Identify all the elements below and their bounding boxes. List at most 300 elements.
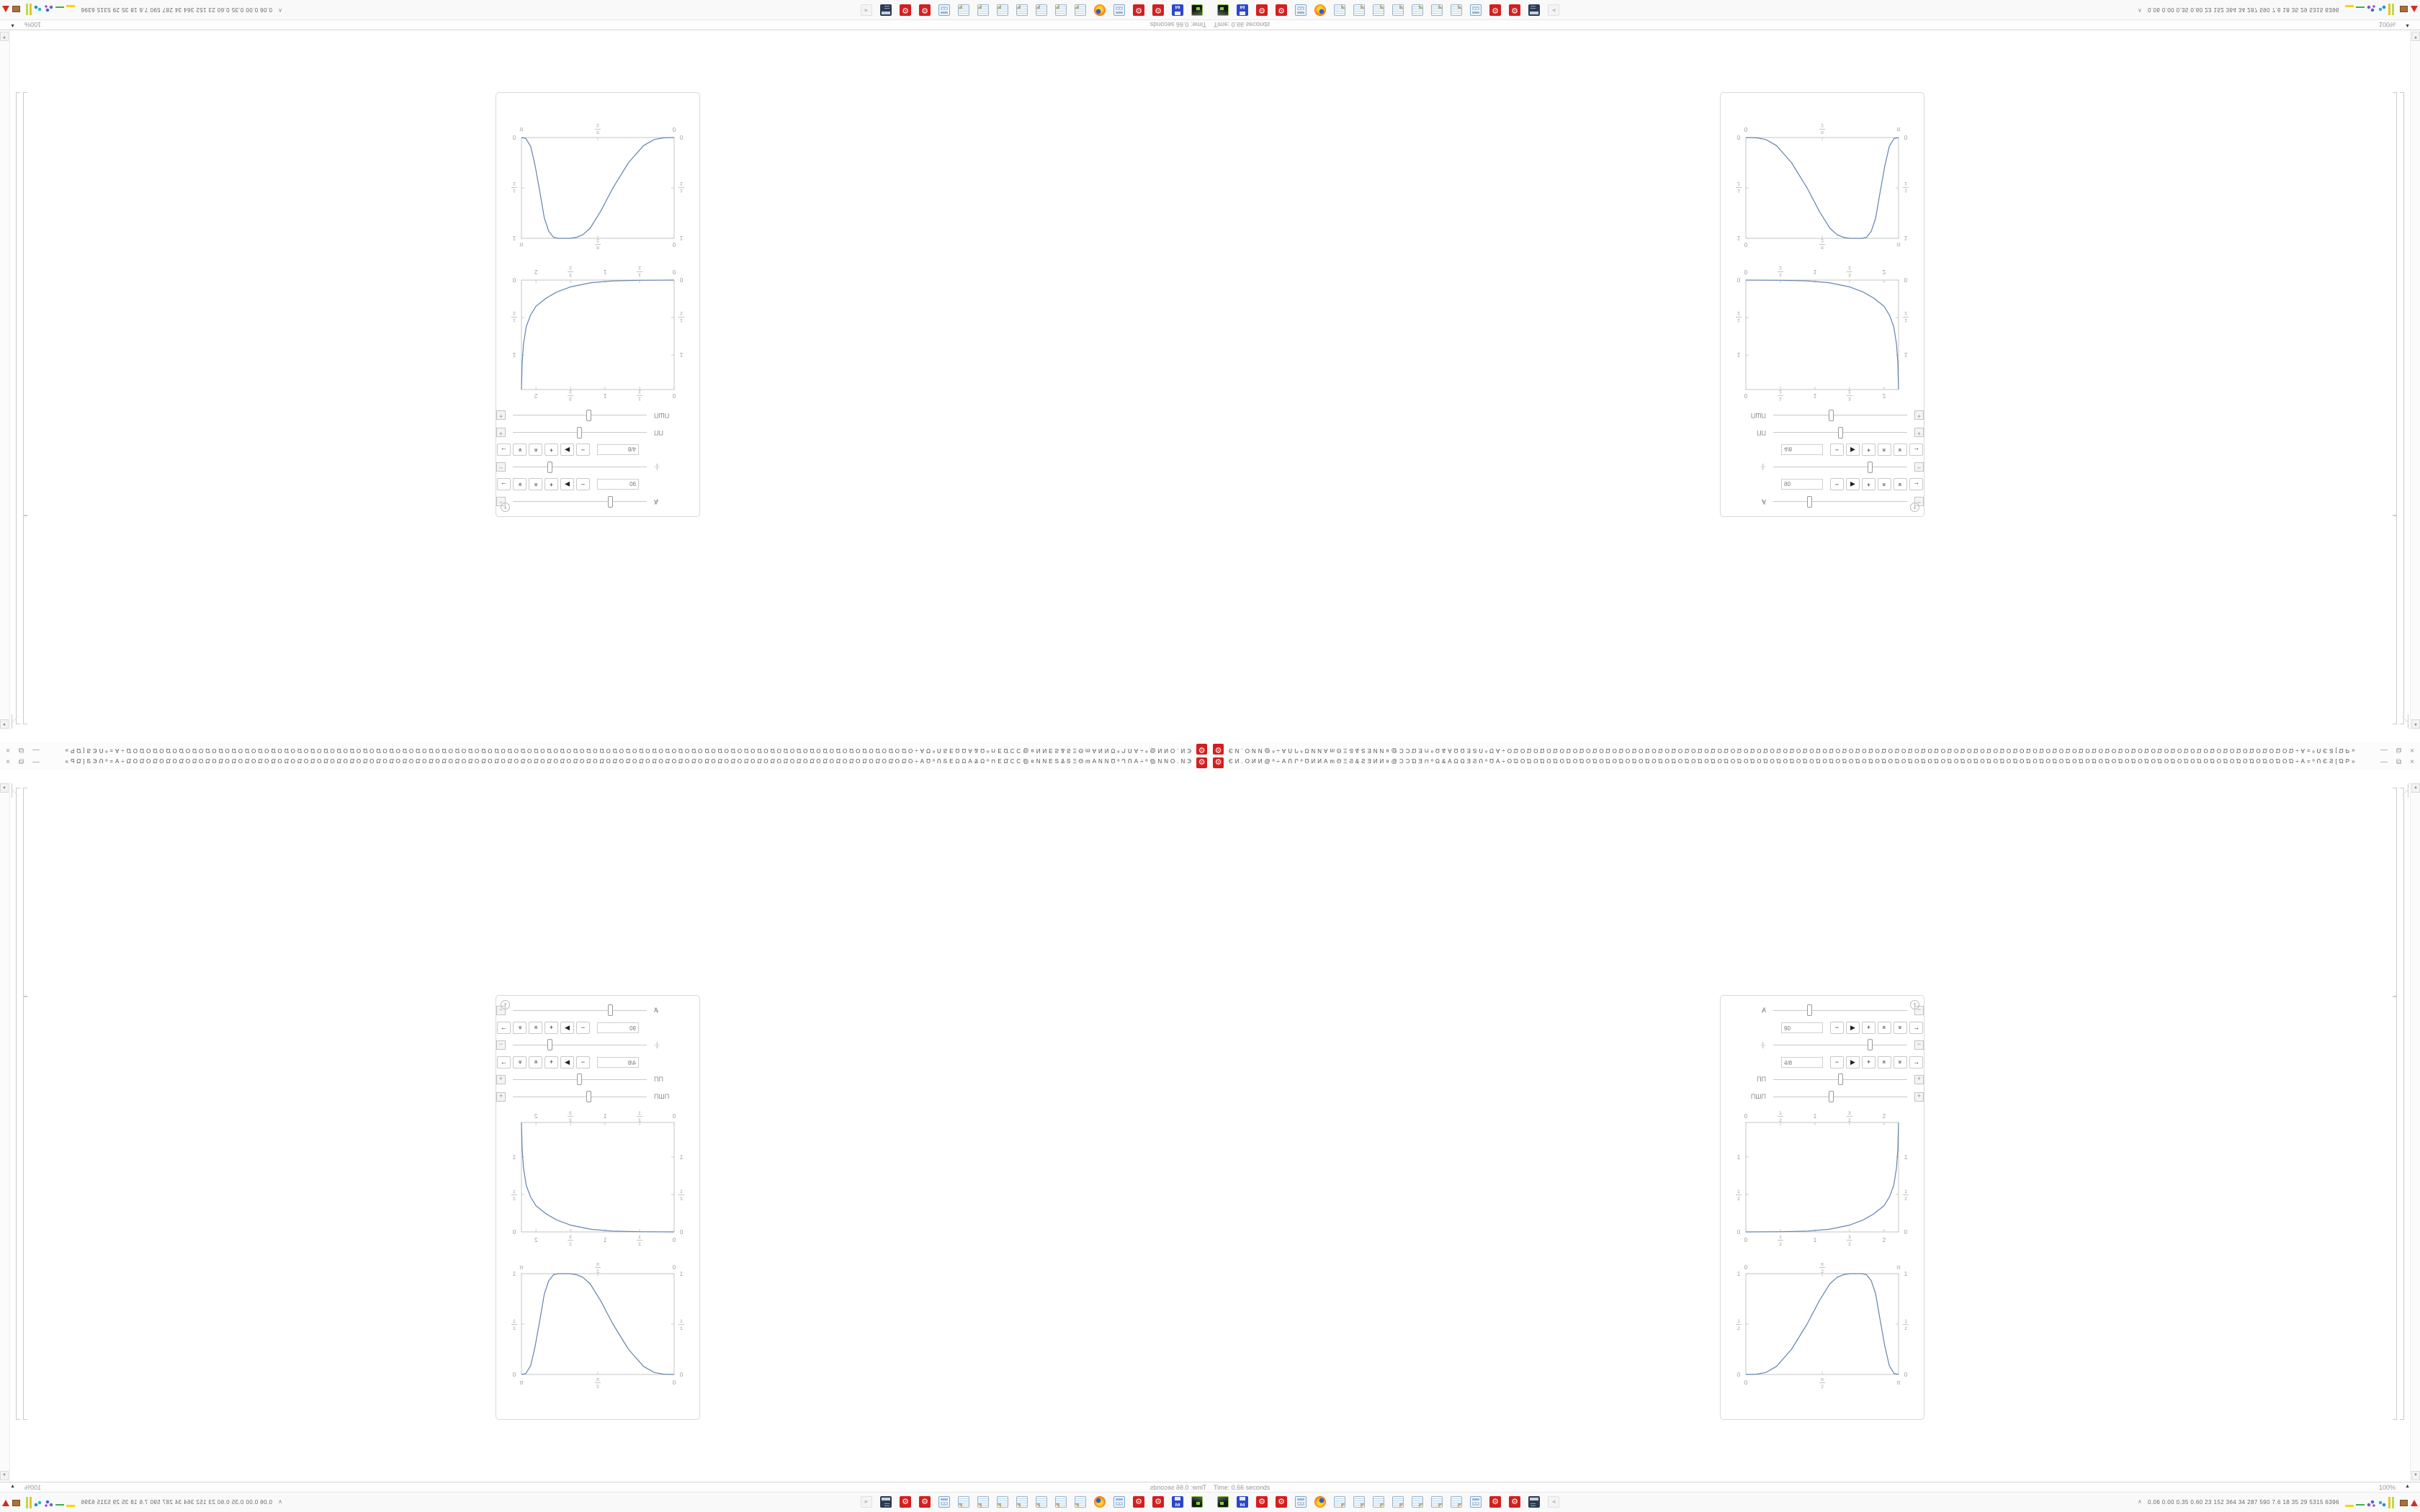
menu-item[interactable] <box>1331 731 1347 742</box>
calculator-icon[interactable] <box>1470 1496 1482 1508</box>
gear-red-icon[interactable] <box>900 4 911 16</box>
notepad-icon[interactable] <box>958 1496 969 1508</box>
slider-track[interactable] <box>513 1039 647 1050</box>
notepad-icon[interactable] <box>1036 1496 1047 1508</box>
animation-button[interactable] <box>1830 444 1844 456</box>
yellow-icon[interactable] <box>2345 1497 2354 1508</box>
slider-track[interactable] <box>513 462 647 473</box>
notepad-icon[interactable] <box>1075 4 1086 16</box>
floppy-64-icon[interactable] <box>1237 1496 1248 1508</box>
cell-bracket-output[interactable] <box>2393 92 2397 516</box>
notebook-area[interactable] <box>0 782 1210 1482</box>
animation-button[interactable] <box>1862 1056 1876 1068</box>
menu-item[interactable] <box>1105 731 1121 742</box>
calculator-icon[interactable] <box>938 1496 950 1508</box>
scroll-down-icon[interactable]: ▼ <box>2411 32 2420 41</box>
notepad-icon[interactable] <box>1016 4 1028 16</box>
slider-track[interactable] <box>513 496 647 508</box>
menu-item[interactable] <box>1168 770 1184 781</box>
arrow-disabled-icon[interactable] <box>1548 4 1559 16</box>
animation-button[interactable] <box>1894 1056 1907 1068</box>
menu-item[interactable] <box>1236 731 1252 742</box>
notepad-icon[interactable] <box>1334 1496 1345 1508</box>
menu-item[interactable] <box>1041 770 1057 781</box>
animation-button[interactable] <box>513 1056 526 1068</box>
menu-item[interactable] <box>1331 770 1347 781</box>
animation-button[interactable] <box>529 444 542 456</box>
slider-thumb[interactable] <box>1838 1074 1843 1085</box>
notepad-icon[interactable] <box>1392 4 1404 16</box>
close-button[interactable]: × <box>6 746 10 754</box>
maximize-button[interactable]: ⧉ <box>18 746 24 754</box>
control-collapse-toggle[interactable]: + <box>496 411 506 420</box>
notebook-area[interactable] <box>1210 30 2420 730</box>
slider-thumb[interactable] <box>547 1039 552 1050</box>
animation-button[interactable] <box>1878 444 1891 456</box>
control-collapse-toggle[interactable]: − <box>1914 498 1924 507</box>
slider-thumb[interactable] <box>577 427 582 438</box>
manipulate-menu-button[interactable]: + <box>501 1000 510 1009</box>
control-value-input[interactable] <box>1781 445 1823 456</box>
vertical-scrollbar[interactable] <box>0 30 10 730</box>
dots-purple-icon[interactable] <box>2367 4 2375 15</box>
gear-red-icon[interactable] <box>1256 1496 1268 1508</box>
control-collapse-toggle[interactable]: + <box>1914 411 1924 420</box>
slider-track[interactable] <box>1773 1039 1907 1050</box>
slider-thumb[interactable] <box>586 1091 591 1102</box>
animation-button[interactable] <box>1894 444 1907 456</box>
screenshot-tool-icon[interactable] <box>1191 4 1203 16</box>
slider-track[interactable] <box>1773 427 1907 438</box>
green-icon[interactable] <box>2356 4 2365 15</box>
tray-expander-icon[interactable]: ∧ <box>278 1498 282 1505</box>
control-value-input[interactable] <box>1781 480 1823 490</box>
control-collapse-toggle[interactable]: + <box>1914 1075 1924 1084</box>
animation-button[interactable] <box>1894 479 1907 491</box>
menu-item[interactable] <box>1347 770 1363 781</box>
manipulate-menu-button[interactable]: + <box>1910 503 1919 512</box>
print-queue-icon[interactable] <box>880 1496 892 1508</box>
magnification-value[interactable]: 100% <box>24 21 42 28</box>
notepad-icon[interactable] <box>1431 4 1443 16</box>
close-button[interactable]: × <box>6 758 10 766</box>
cell-bracket-group[interactable] <box>16 788 20 1420</box>
box-brown-icon[interactable] <box>12 4 21 15</box>
green-icon[interactable] <box>55 1497 64 1508</box>
maximize-button[interactable]: ⧉ <box>2396 758 2402 766</box>
animation-button[interactable] <box>1894 1022 1907 1034</box>
animation-button[interactable] <box>513 444 526 456</box>
notepad-icon[interactable] <box>1451 1496 1462 1508</box>
menu-item[interactable] <box>1089 770 1105 781</box>
menu-item[interactable] <box>1347 731 1363 742</box>
scroll-down-icon[interactable]: ▼ <box>0 32 9 41</box>
cell-bracket-output[interactable] <box>2393 996 2397 1420</box>
yellow-icon[interactable] <box>66 1497 75 1508</box>
animation-button[interactable] <box>1846 444 1860 456</box>
minimize-button[interactable]: — <box>2380 746 2388 754</box>
manipulate-menu-button[interactable]: + <box>501 503 510 512</box>
animation-button[interactable] <box>1862 444 1876 456</box>
green-icon[interactable] <box>55 4 64 15</box>
menu-item[interactable] <box>1252 731 1268 742</box>
control-value-input[interactable] <box>597 445 639 456</box>
cell-bracket-input[interactable] <box>2393 788 2397 996</box>
print-queue-icon[interactable] <box>1528 1496 1540 1508</box>
menu-item[interactable] <box>1057 770 1073 781</box>
screenshot-tool-icon[interactable] <box>1191 1496 1203 1508</box>
menu-item[interactable] <box>1137 731 1152 742</box>
animation-button[interactable] <box>1862 479 1876 491</box>
gear-red-icon[interactable] <box>1509 1496 1520 1508</box>
slider-track[interactable] <box>1773 410 1907 421</box>
animation-button[interactable] <box>497 444 511 456</box>
box-brown-icon[interactable] <box>12 1497 21 1508</box>
animation-button[interactable] <box>1878 1022 1891 1034</box>
animation-button[interactable] <box>560 479 574 491</box>
control-value-input[interactable] <box>597 480 639 490</box>
menu-item[interactable] <box>1073 770 1089 781</box>
tray-expander-icon[interactable]: ∧ <box>2138 7 2142 14</box>
animation-button[interactable] <box>1878 1056 1891 1068</box>
animation-button[interactable] <box>497 1056 511 1068</box>
animation-button[interactable] <box>1862 1022 1876 1034</box>
control-value-input[interactable] <box>597 1057 639 1068</box>
tray-expander-icon[interactable]: ∧ <box>2138 1498 2142 1505</box>
notepad-icon[interactable] <box>1412 4 1423 16</box>
control-collapse-toggle[interactable]: − <box>1914 463 1924 472</box>
scroll-up-icon[interactable]: ▲ <box>2411 783 2420 793</box>
menu-item[interactable] <box>1168 731 1184 742</box>
animation-button[interactable] <box>529 1022 542 1034</box>
animation-button[interactable] <box>1830 1056 1844 1068</box>
slider-track[interactable] <box>513 427 647 438</box>
dots-cyan-icon[interactable] <box>2378 4 2386 15</box>
scroll-up-icon[interactable]: ▲ <box>0 719 9 729</box>
cell-bracket-group[interactable] <box>16 92 20 724</box>
animation-button[interactable] <box>1909 1056 1923 1068</box>
notepad-icon[interactable] <box>1036 4 1047 16</box>
firefox-icon[interactable] <box>1314 1496 1326 1508</box>
notepad-icon[interactable] <box>1451 4 1462 16</box>
window-title-bar[interactable] <box>1210 756 2420 770</box>
animation-button[interactable] <box>529 479 542 491</box>
menu-item[interactable] <box>1379 770 1394 781</box>
control-value-input[interactable] <box>597 1022 639 1033</box>
animation-button[interactable] <box>576 479 590 491</box>
slider-thumb[interactable] <box>608 1004 613 1016</box>
control-collapse-toggle[interactable]: + <box>496 428 506 438</box>
gear-red-icon[interactable] <box>1152 4 1164 16</box>
floppy-64-icon[interactable] <box>1172 1496 1183 1508</box>
menu-item[interactable] <box>1089 731 1105 742</box>
dots-cyan-icon[interactable] <box>34 4 42 15</box>
notepad-icon[interactable] <box>997 1496 1008 1508</box>
slider-track[interactable] <box>1773 1074 1907 1085</box>
close-button[interactable]: × <box>2410 746 2414 754</box>
animation-button[interactable] <box>1878 479 1891 491</box>
animation-button[interactable] <box>1909 479 1923 491</box>
animation-button[interactable] <box>576 444 590 456</box>
notepad-icon[interactable] <box>977 1496 989 1508</box>
maximize-button[interactable]: ⧉ <box>2396 746 2402 754</box>
bars-yellow-icon[interactable] <box>2388 1497 2397 1508</box>
animation-button[interactable] <box>1830 479 1844 491</box>
animation-button[interactable] <box>1846 1022 1860 1034</box>
slider-thumb[interactable] <box>1868 1039 1873 1050</box>
calculator-icon[interactable] <box>1113 1496 1125 1508</box>
menu-item[interactable] <box>1041 731 1057 742</box>
notebook-area[interactable] <box>0 30 1210 730</box>
notepad-icon[interactable] <box>1373 1496 1384 1508</box>
minimize-button[interactable]: — <box>32 746 40 754</box>
gear-red-icon[interactable] <box>919 4 931 16</box>
animation-button[interactable] <box>513 479 526 491</box>
gear-red-icon[interactable] <box>1276 1496 1287 1508</box>
control-collapse-toggle[interactable]: + <box>496 1075 506 1084</box>
animation-button[interactable] <box>1846 1056 1860 1068</box>
dots-cyan-icon[interactable] <box>34 1497 42 1508</box>
animation-button[interactable] <box>1909 1022 1923 1034</box>
close-button[interactable]: × <box>2410 758 2414 766</box>
calculator-icon[interactable] <box>938 4 950 16</box>
slider-thumb[interactable] <box>1868 462 1873 473</box>
animation-button[interactable] <box>1909 444 1923 456</box>
scroll-down-icon[interactable]: ▼ <box>0 1471 9 1480</box>
calculator-icon[interactable] <box>1113 4 1125 16</box>
vertical-scrollbar[interactable] <box>0 782 10 1482</box>
magnification-dropdown-icon[interactable]: ▲ <box>2405 1484 2410 1489</box>
slider-track[interactable] <box>513 1004 647 1016</box>
cell-bracket-group[interactable] <box>2400 92 2404 724</box>
gear-red-icon[interactable] <box>1133 4 1144 16</box>
notepad-icon[interactable] <box>1431 1496 1443 1508</box>
firefox-icon[interactable] <box>1314 4 1326 16</box>
arrow-disabled-icon[interactable] <box>861 4 872 16</box>
slider-track[interactable] <box>513 410 647 421</box>
notepad-icon[interactable] <box>977 4 989 16</box>
notepad-icon[interactable] <box>1055 4 1067 16</box>
menu-item[interactable] <box>1121 770 1137 781</box>
menu-item[interactable] <box>1363 770 1379 781</box>
magnification-value[interactable]: 100% <box>24 1484 42 1491</box>
floppy-64-icon[interactable] <box>1237 4 1248 16</box>
calculator-icon[interactable] <box>1295 4 1307 16</box>
control-value-input[interactable] <box>1781 1022 1823 1033</box>
menu-item[interactable] <box>1283 770 1299 781</box>
menu-item[interactable] <box>1268 770 1283 781</box>
cell-bracket-input[interactable] <box>23 788 27 996</box>
magnification-dropdown-icon[interactable]: ▲ <box>2405 23 2410 28</box>
red-icon[interactable] <box>2410 4 2419 15</box>
slider-track[interactable] <box>1773 462 1907 473</box>
red-icon[interactable] <box>1 4 10 15</box>
manipulate-menu-button[interactable]: + <box>1910 1000 1919 1009</box>
menu-item[interactable] <box>1315 731 1331 742</box>
print-queue-icon[interactable] <box>880 4 892 16</box>
gear-red-icon[interactable] <box>1489 4 1501 16</box>
menu-item[interactable] <box>1379 731 1394 742</box>
menu-item[interactable] <box>1026 770 1041 781</box>
window-title-bar[interactable] <box>0 742 1210 756</box>
bars-yellow-icon[interactable] <box>2388 4 2397 15</box>
magnification-dropdown-icon[interactable]: ▲ <box>10 23 15 28</box>
notebook-area[interactable] <box>1210 782 2420 1482</box>
menu-item[interactable] <box>1299 731 1315 742</box>
animation-button[interactable] <box>529 1056 542 1068</box>
calculator-icon[interactable] <box>1295 1496 1307 1508</box>
gear-red-icon[interactable] <box>1509 4 1520 16</box>
notepad-icon[interactable] <box>1373 4 1384 16</box>
scroll-up-icon[interactable]: ▲ <box>0 783 9 793</box>
menu-item[interactable] <box>1026 731 1041 742</box>
gear-red-icon[interactable] <box>1276 4 1287 16</box>
box-brown-icon[interactable] <box>2399 4 2408 15</box>
slider-thumb[interactable] <box>1807 496 1812 508</box>
dots-purple-icon[interactable] <box>45 1497 53 1508</box>
control-collapse-toggle[interactable]: − <box>496 463 506 472</box>
notepad-icon[interactable] <box>1353 1496 1365 1508</box>
minimize-button[interactable]: — <box>2380 758 2388 766</box>
notepad-icon[interactable] <box>997 4 1008 16</box>
control-collapse-toggle[interactable]: − <box>496 1006 506 1015</box>
firefox-icon[interactable] <box>1094 4 1106 16</box>
red-icon[interactable] <box>1 1497 10 1508</box>
scroll-up-icon[interactable]: ▲ <box>2411 719 2420 729</box>
dots-purple-icon[interactable] <box>45 4 53 15</box>
screenshot-tool-icon[interactable] <box>1217 1496 1229 1508</box>
animation-button[interactable] <box>560 444 574 456</box>
notepad-icon[interactable] <box>1392 1496 1404 1508</box>
magnification-value[interactable]: 100% <box>2378 1484 2396 1491</box>
vertical-scrollbar[interactable] <box>2410 30 2420 730</box>
magnification-dropdown-icon[interactable]: ▲ <box>10 1484 15 1489</box>
arrow-disabled-icon[interactable] <box>861 1496 872 1508</box>
window-title-bar[interactable] <box>1210 742 2420 756</box>
slider-thumb[interactable] <box>547 462 552 473</box>
bars-yellow-icon[interactable] <box>23 1497 32 1508</box>
cell-bracket-input[interactable] <box>2393 516 2397 724</box>
notepad-icon[interactable] <box>1055 1496 1067 1508</box>
control-collapse-toggle[interactable]: − <box>496 498 506 507</box>
control-collapse-toggle[interactable]: − <box>1914 1006 1924 1015</box>
arrow-disabled-icon[interactable] <box>1548 1496 1559 1508</box>
slider-thumb[interactable] <box>586 410 591 421</box>
control-collapse-toggle[interactable]: + <box>496 1092 506 1102</box>
magnification-value[interactable]: 100% <box>2378 21 2396 28</box>
screenshot-tool-icon[interactable] <box>1217 4 1229 16</box>
menu-item[interactable] <box>1137 770 1152 781</box>
animation-button[interactable] <box>544 444 558 456</box>
menu-item[interactable] <box>1252 770 1268 781</box>
notepad-icon[interactable] <box>1353 4 1365 16</box>
animation-button[interactable] <box>576 1022 590 1034</box>
menu-item[interactable] <box>1315 770 1331 781</box>
yellow-icon[interactable] <box>66 4 75 15</box>
bars-yellow-icon[interactable] <box>23 4 32 15</box>
gear-red-icon[interactable] <box>919 1496 931 1508</box>
green-icon[interactable] <box>2356 1497 2365 1508</box>
animation-button[interactable] <box>560 1022 574 1034</box>
cell-bracket-group[interactable] <box>2400 788 2404 1420</box>
gear-red-icon[interactable] <box>1489 1496 1501 1508</box>
notepad-icon[interactable] <box>1016 1496 1028 1508</box>
slider-thumb[interactable] <box>577 1074 582 1085</box>
animation-button[interactable] <box>560 1056 574 1068</box>
slider-track[interactable] <box>1773 1091 1907 1102</box>
window-title-bar[interactable] <box>0 756 1210 770</box>
menu-item[interactable] <box>1363 731 1379 742</box>
maximize-button[interactable]: ⧉ <box>18 758 24 766</box>
vertical-scrollbar[interactable] <box>2410 782 2420 1482</box>
animation-button[interactable] <box>544 1022 558 1034</box>
animation-button[interactable] <box>1830 1022 1844 1034</box>
notepad-icon[interactable] <box>958 4 969 16</box>
notepad-icon[interactable] <box>1412 1496 1423 1508</box>
control-value-input[interactable] <box>1781 1057 1823 1068</box>
dots-purple-icon[interactable] <box>2367 1497 2375 1508</box>
menu-item[interactable] <box>1236 770 1252 781</box>
dots-cyan-icon[interactable] <box>2378 1497 2386 1508</box>
animation-button[interactable] <box>544 1056 558 1068</box>
menu-item[interactable] <box>1283 731 1299 742</box>
animation-button[interactable] <box>497 479 511 491</box>
floppy-64-icon[interactable] <box>1172 4 1183 16</box>
animation-button[interactable] <box>576 1056 590 1068</box>
calculator-icon[interactable] <box>1470 4 1482 16</box>
slider-thumb[interactable] <box>1829 410 1834 421</box>
animation-button[interactable] <box>544 479 558 491</box>
slider-thumb[interactable] <box>1838 427 1843 438</box>
animation-button[interactable] <box>1846 479 1860 491</box>
notepad-icon[interactable] <box>1075 1496 1086 1508</box>
animation-button[interactable] <box>513 1022 526 1034</box>
box-brown-icon[interactable] <box>2399 1497 2408 1508</box>
control-collapse-toggle[interactable]: − <box>496 1040 506 1050</box>
cell-bracket-output[interactable] <box>23 92 27 516</box>
gear-red-icon[interactable] <box>1152 1496 1164 1508</box>
control-collapse-toggle[interactable]: − <box>1914 1040 1924 1050</box>
gear-red-icon[interactable] <box>1256 4 1268 16</box>
slider-track[interactable] <box>1773 1004 1907 1016</box>
slider-thumb[interactable] <box>1807 1004 1812 1016</box>
cell-bracket-input[interactable] <box>23 516 27 724</box>
print-queue-icon[interactable] <box>1528 4 1540 16</box>
slider-thumb[interactable] <box>608 496 613 508</box>
menu-item[interactable] <box>1105 770 1121 781</box>
menu-item[interactable] <box>1152 770 1168 781</box>
slider-track[interactable] <box>513 1091 647 1102</box>
gear-red-icon[interactable] <box>900 1496 911 1508</box>
menu-item[interactable] <box>1299 770 1315 781</box>
menu-item[interactable] <box>1121 731 1137 742</box>
menu-item[interactable] <box>1073 731 1089 742</box>
firefox-icon[interactable] <box>1094 1496 1106 1508</box>
yellow-icon[interactable] <box>2345 4 2354 15</box>
control-collapse-toggle[interactable]: + <box>1914 428 1924 438</box>
gear-red-icon[interactable] <box>1133 1496 1144 1508</box>
red-icon[interactable] <box>2410 1497 2419 1508</box>
slider-thumb[interactable] <box>1829 1091 1834 1102</box>
notepad-icon[interactable] <box>1334 4 1345 16</box>
menu-item[interactable] <box>1268 731 1283 742</box>
slider-track[interactable] <box>513 1074 647 1085</box>
scroll-down-icon[interactable]: ▼ <box>2411 1471 2420 1480</box>
control-collapse-toggle[interactable]: + <box>1914 1092 1924 1102</box>
animation-button[interactable] <box>497 1022 511 1034</box>
minimize-button[interactable]: — <box>32 758 40 766</box>
slider-track[interactable] <box>1773 496 1907 508</box>
